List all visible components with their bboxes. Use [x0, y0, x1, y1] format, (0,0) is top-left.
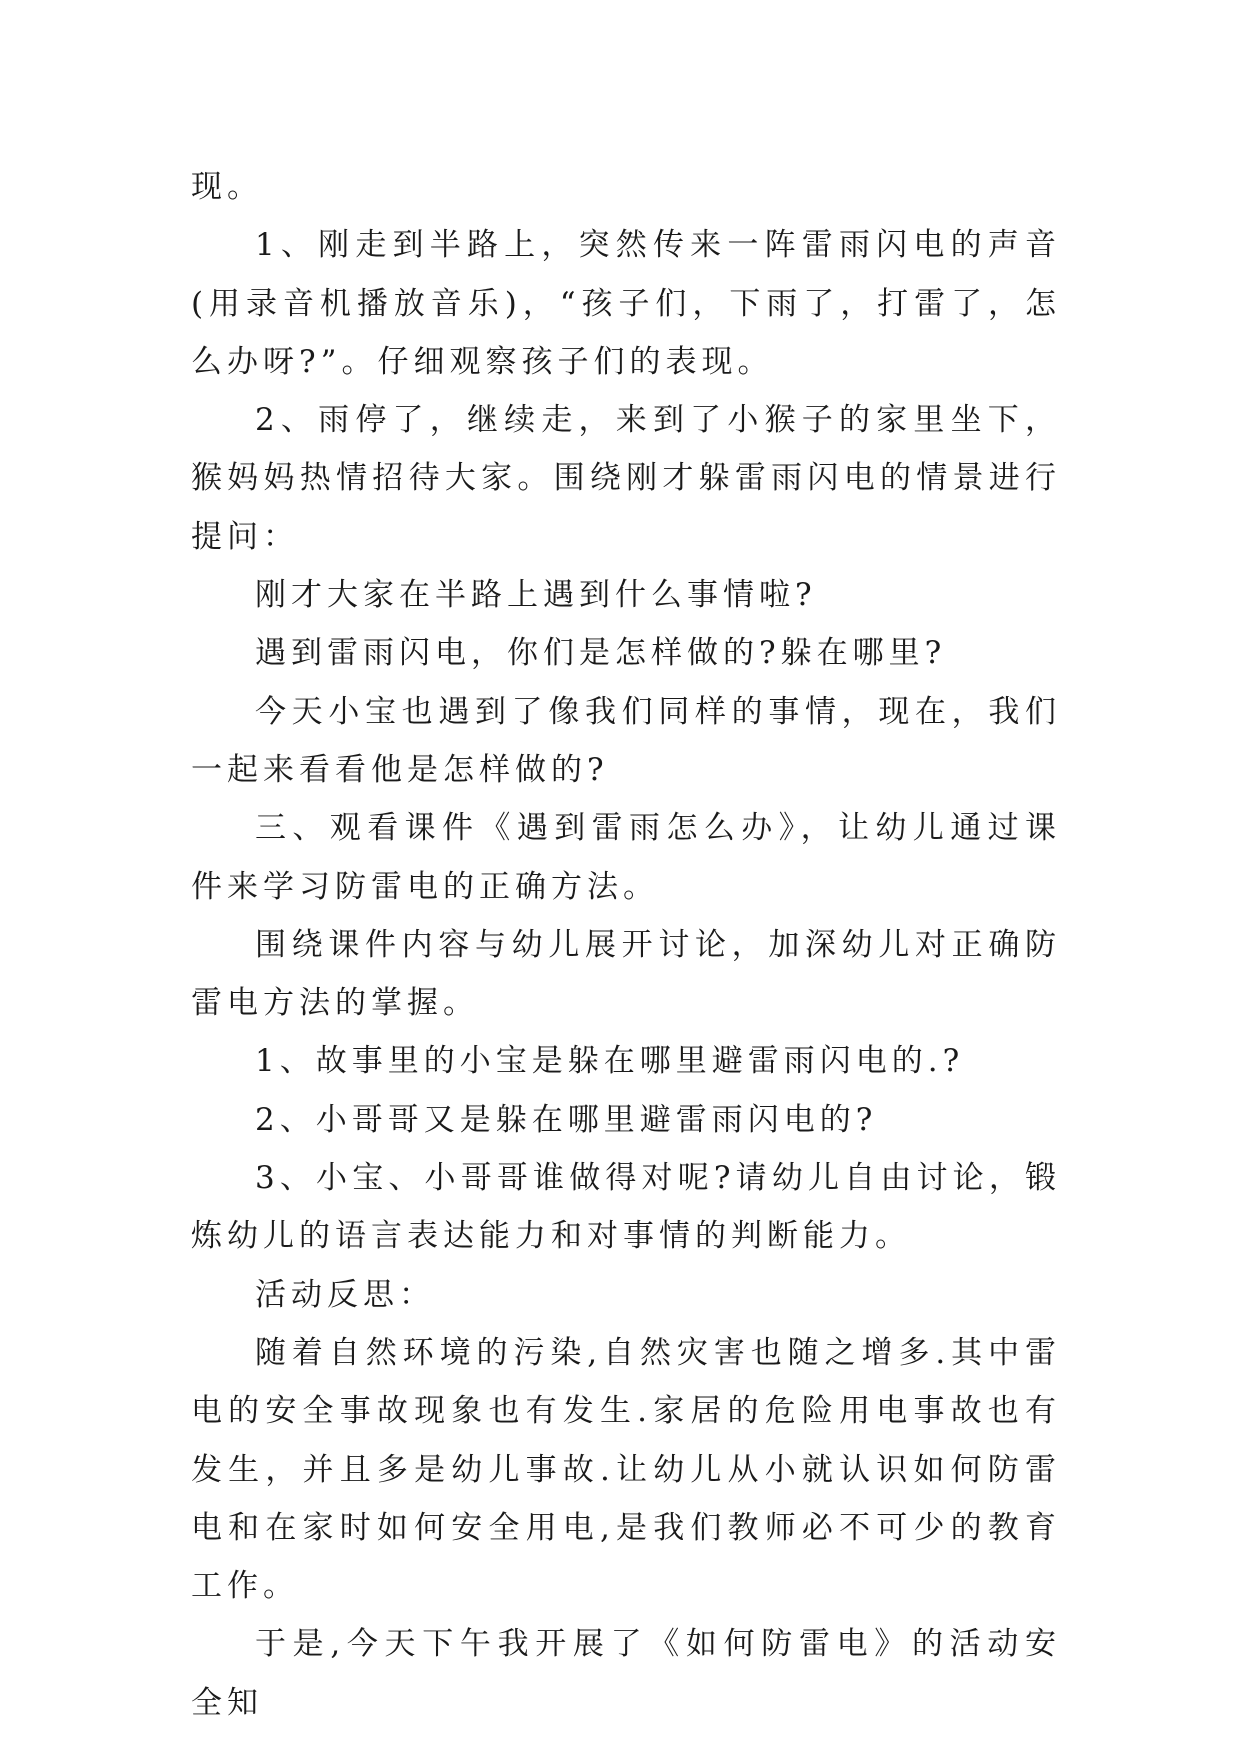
paragraph-question-where-hide: 遇到雷雨闪电，你们是怎样做的?躲在哪里?	[255, 635, 947, 672]
paragraph-question-2: 2、小哥哥又是躲在哪里避雷雨闪电的?	[255, 1101, 878, 1138]
paragraph-continuation: 现。	[191, 169, 263, 205]
document-body	[191, 158, 1061, 1732]
paragraph-discussion: 围绕课件内容与幼儿展开讨论，加深幼儿对正确防雷电方法的掌握。	[191, 926, 1061, 1022]
paragraph-afternoon-activity: 于是,今天下午我开展了《如何防雷电》的活动安全知	[191, 1626, 1061, 1721]
paragraph-question-1: 1、故事里的小宝是躲在哪里避雷雨闪电的.?	[255, 1043, 965, 1080]
section-heading-reflection: 活动反思：	[255, 1276, 435, 1313]
paragraph-reflection-body: 随着自然环境的污染,自然灾害也随之增多.其中雷电的安全事故现象也有发生.家居的危险用电事故也有发生，并且多是幼儿事故.让幼儿从小就认识如何防雷电和在家时如何安全用电,是我们教师必不可少的教育工作。	[191, 1334, 1061, 1605]
paragraph-question-3: 3、小宝、小哥哥谁做得对呢?请幼儿自由讨论，锻炼幼儿的语言表达能力和对事情的判断能力。	[191, 1160, 1061, 1255]
paragraph-watch-courseware: 三、观看课件《遇到雷雨怎么办》，让幼儿通过课件来学习防雷电的正确方法。	[191, 810, 1061, 905]
paragraph-question-what-happened: 刚才大家在半路上遇到什么事情啦?	[255, 577, 817, 614]
paragraph-monkey-home: 2、雨停了，继续走，来到了小猴子的家里坐下，猴妈妈热情招待大家。围绕刚才躲雷雨闪电的情景进行提问：	[191, 402, 1061, 555]
paragraph-thunder-sound: 1、刚走到半路上，突然传来一阵雷雨闪电的声音(用录音机播放音乐)，“孩子们，下雨了，打雷了，怎么办呀?”。仔细观察孩子们的表现。	[191, 227, 1061, 380]
paragraph-xiaobao-story: 今天小宝也遇到了像我们同样的事情，现在，我们一起来看看他是怎样做的?	[191, 693, 1061, 788]
